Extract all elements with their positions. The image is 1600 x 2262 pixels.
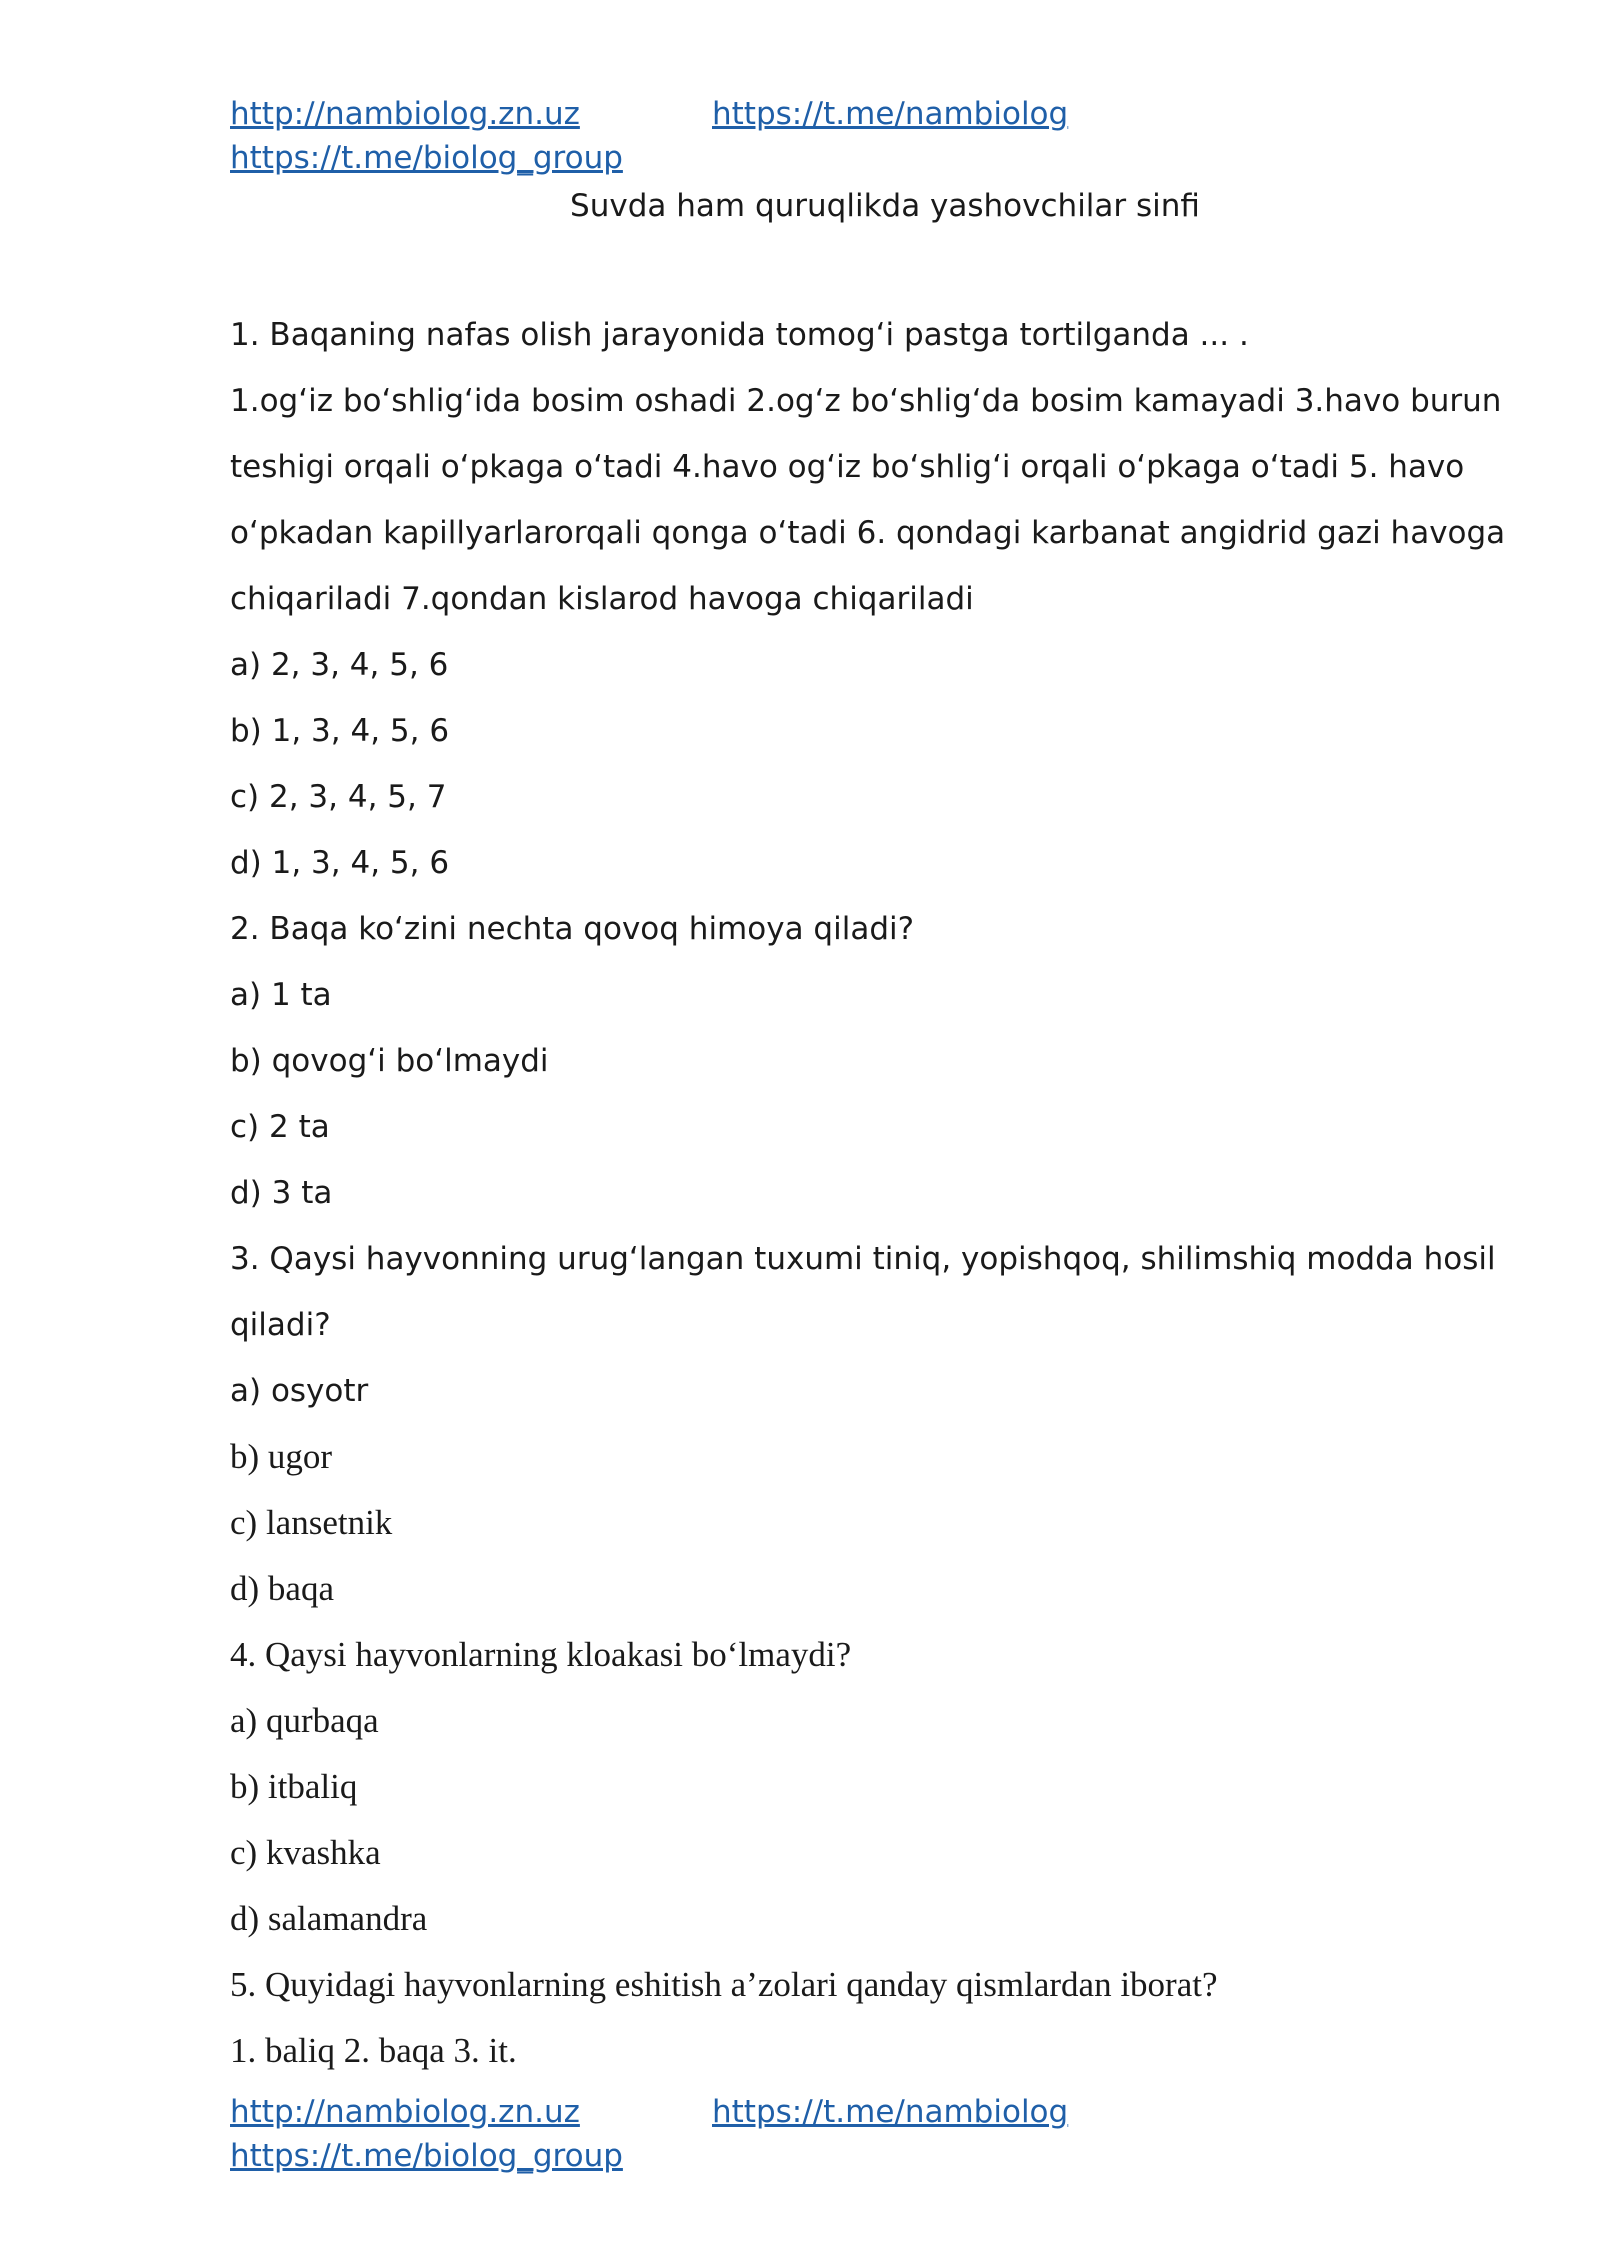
footer-links	[230, 2094, 1490, 2182]
header-link-telegram[interactable]: https://t.me/nambiolog	[712, 96, 1069, 132]
question-1-option-d: d) 1, 3, 4, 5, 6	[230, 845, 450, 881]
question-2-option-a: a) 1 ta	[230, 977, 332, 1013]
document-page	[230, 96, 1506, 2084]
question-1-option-a: a) 2, 3, 4, 5, 6	[230, 647, 449, 683]
question-3-option-c: c) lansetnik	[230, 1503, 393, 1542]
header-link-group[interactable]: https://t.me/biolog_group	[230, 140, 623, 176]
question-3-option-a: a) osyotr	[230, 1373, 369, 1409]
question-1-line-4: o‘pkadan kapillyarlarorqali qonga o‘tadi 6. qondagi karbanat angidrid gazi havoga	[230, 515, 1506, 551]
question-3-option-d: d) baqa	[230, 1569, 334, 1608]
question-1-line-1: 1. Baqaning nafas olish jarayonida tomog‘i pastga tortilganda ... .	[230, 317, 1249, 353]
footer-link-telegram[interactable]: https://t.me/nambiolog	[712, 2094, 1069, 2130]
question-3-line-2: qiladi?	[230, 1307, 331, 1343]
question-2-option-d: d) 3 ta	[230, 1175, 333, 1211]
question-2-text: 2. Baqa ko‘zini nechta qovoq himoya qiladi?	[230, 911, 915, 947]
question-2-option-c: c) 2 ta	[230, 1109, 330, 1145]
question-4-option-a: a) qurbaqa	[230, 1701, 379, 1740]
question-5-line-2: 1. baliq 2. baqa 3. it.	[230, 2031, 517, 2070]
question-4-option-d: d) salamandra	[230, 1899, 428, 1938]
footer-link-site[interactable]: http://nambiolog.zn.uz	[230, 2094, 580, 2130]
question-1-option-b: b) 1, 3, 4, 5, 6	[230, 713, 450, 749]
header-links	[230, 96, 1490, 140]
header-link-site[interactable]: http://nambiolog.zn.uz	[230, 96, 580, 132]
question-3-option-b: b) ugor	[230, 1437, 333, 1476]
question-2-option-b: b) qovog‘i bo‘lmaydi	[230, 1043, 549, 1079]
question-4-text: 4. Qaysi hayvonlarning kloakasi bo‘lmaydi?	[230, 1635, 852, 1674]
question-4-option-c: c) kvashka	[230, 1833, 381, 1872]
page-title: Suvda ham quruqlikda yashovchilar sinfi	[570, 188, 1200, 224]
question-1-line-2: 1.og‘iz bo‘shlig‘ida bosim oshadi 2.og‘z bo‘shlig‘da bosim kamayadi 3.havo burun	[230, 383, 1502, 419]
question-5-text: 5. Quyidagi hayvonlarning eshitish a’zolari qanday qismlardan iborat?	[230, 1965, 1218, 2004]
footer-link-group[interactable]: https://t.me/biolog_group	[230, 2138, 623, 2174]
question-1-line-3: teshigi orqali o‘pkaga o‘tadi 4.havo og‘iz bo‘shlig‘i orqali o‘pkaga o‘tadi 5. havo	[230, 449, 1465, 485]
header-links-row2	[230, 140, 1490, 184]
question-1-option-c: c) 2, 3, 4, 5, 7	[230, 779, 447, 815]
question-4-option-b: b) itbaliq	[230, 1767, 358, 1806]
question-1-line-5: chiqariladi 7.qondan kislarod havoga chiqariladi	[230, 581, 974, 617]
question-3-line-1: 3. Qaysi hayvonning urug‘langan tuxumi tiniq, yopishqoq, shilimshiq modda hosil	[230, 1241, 1496, 1277]
